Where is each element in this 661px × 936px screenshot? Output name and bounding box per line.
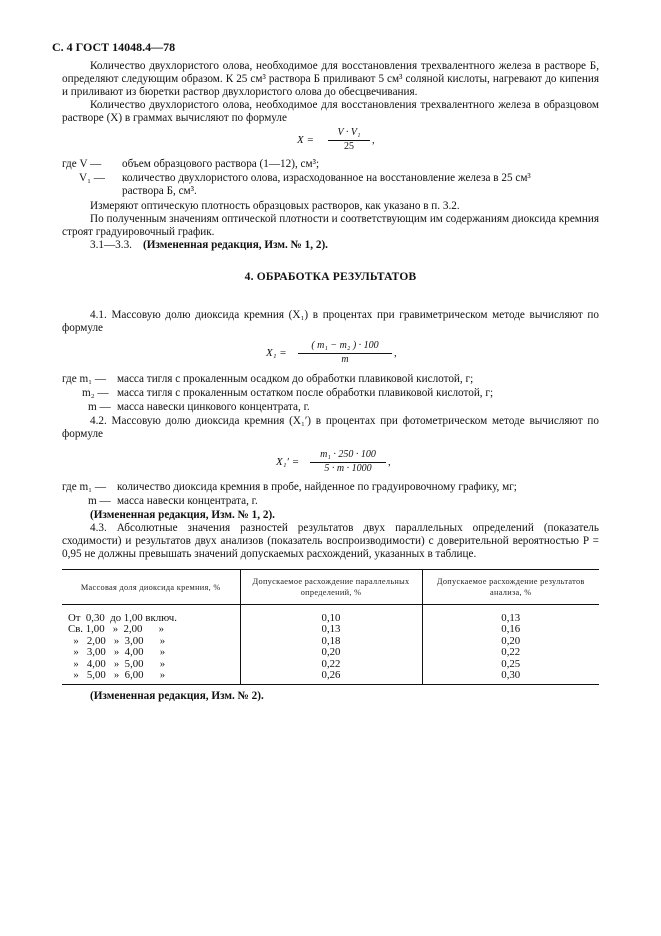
amendment-2-text: (Измененная редакция, Изм. № 1, 2). <box>90 509 275 521</box>
where-3-text-1: масса навески концентрата, г. <box>117 495 258 507</box>
formula-3-numerator: m₁ · 250 · 100 <box>320 449 376 460</box>
paragraph-4-2: 4.2. Массовую долю диоксида кремния (X₁′) в процентах при фотометрическом методе вычисляют по формуле <box>62 415 599 440</box>
formula-2-comma: , <box>394 347 397 359</box>
where-3-sym-1: m — <box>88 495 111 507</box>
table-cell-analysis: 0,25 <box>422 659 599 671</box>
formula-1-numerator: V · V₁ <box>337 127 361 138</box>
paragraph-formula-intro: Количество двухлористого олова, необходимое для восстановления трехвалентного железа в образцовом растворе (X) в граммах вычисляют по формуле <box>62 99 599 124</box>
where-1-sym-1: V₁ — <box>79 172 105 184</box>
formula-1-comma: , <box>372 134 375 146</box>
amendment-1-number: 3.1—3.3. <box>90 239 132 251</box>
where-3-sym-0: где m₁ — <box>62 481 107 493</box>
table-cell-range: От 0,30 до 1,00 включ. <box>68 611 177 624</box>
where-2-text-1: масса тигля с прокаленным остатком после обработки плавиковой кислотой, г; <box>117 387 494 399</box>
table-header-parallel-tolerance: Допускаемое расхождение параллельных определений, % <box>240 570 422 605</box>
where-1-text-1: количество двухлористого олова, израсходованное на восстановление железа в 25 см³ <box>122 172 531 184</box>
table-cell-parallel: 0,22 <box>240 659 422 671</box>
table-cell-analysis: 0,16 <box>422 624 599 636</box>
table-cell-range: » 2,00 » 3,00 » <box>68 634 166 647</box>
where-2-sym-0: где m₁ — <box>62 373 107 385</box>
table-cell-range: » 3,00 » 4,00 » <box>68 646 166 658</box>
formula-3-lhs: X₁′ = <box>276 456 300 468</box>
paragraph-tin-chloride-amount: Количество двухлористого олова, необходимое для восстановления трехвалентного железа в растворе Б, определяют следующим образом. К 25 см³ раствора Б приливают 5 см³ соляной кислоты, нагревают до кипения и приливают из бюретки раствор двухлористого олова до обесцвечивания. <box>62 60 599 98</box>
amendment-1-text: (Измененная редакция, Изм. № 1, 2). <box>143 239 328 251</box>
table-cell-analysis: 0,13 <box>422 613 599 625</box>
table-header-analysis-tolerance: Допускаемое расхождение результатов анализа, % <box>422 570 599 605</box>
formula-2-numerator: ( m₁ − m₂ ) · 100 <box>311 340 379 351</box>
formula-2-lhs: X₁ = <box>266 347 287 359</box>
table-cell-parallel: 0,26 <box>240 670 422 684</box>
table-cell-range: Св. 1,00 » 2,00 » <box>68 623 164 635</box>
where-1-text-2: раствора Б, см³. <box>122 185 197 197</box>
where-3-text-0: количество диоксида кремния в пробе, найденное по градуировочному графику, мг; <box>117 481 517 493</box>
paragraph-4-1: 4.1. Массовую долю диоксида кремния (X₁) в процентах при гравиметрическом методе вычисляют по формуле <box>62 309 599 334</box>
where-2-text-2: масса навески цинкового концентрата, г. <box>117 401 310 413</box>
amendment-3-text: (Измененная редакция, Изм. № 2). <box>90 690 264 702</box>
formula-1-lhs: X = <box>297 134 314 146</box>
table-cell-analysis: 0,22 <box>422 647 599 659</box>
table-cell-range: » 5,00 » 6,00 » <box>62 670 240 684</box>
section-title: 4. ОБРАБОТКА РЕЗУЛЬТАТОВ <box>244 271 417 283</box>
table-row <box>62 670 599 684</box>
formula-2-denominator: m <box>341 354 349 365</box>
tolerance-table <box>62 569 599 685</box>
where-2-sym-1: m₂ — <box>82 387 109 399</box>
table-cell-range: » 4,00 » 5,00 » <box>68 657 166 670</box>
table-cell-parallel: 0,18 <box>240 636 422 648</box>
table-cell-parallel: 0,13 <box>240 624 422 636</box>
table-cell-parallel: 0,10 <box>240 613 422 625</box>
paragraph-calibration-graph: По полученным значениям оптической плотности и соответствующим им содержаниям диоксида кремния строят градуировочный график. <box>62 213 599 238</box>
page-header: С. 4 ГОСТ 14048.4—78 <box>52 40 176 54</box>
paragraph-optical-density: Измеряют оптическую плотность образцовых растворов, как указано в п. 3.2. <box>90 200 460 212</box>
table-row <box>62 624 599 636</box>
where-2-text-0: масса тигля с прокаленным осадком до обработки плавиковой кислотой, г; <box>117 373 474 385</box>
table-row <box>62 647 599 659</box>
table-cell-analysis: 0,20 <box>422 636 599 648</box>
table-cell-analysis: 0,30 <box>422 670 599 684</box>
where-1-sym-0: где V — <box>62 158 102 170</box>
formula-3-denominator: 5 · m · 1000 <box>324 463 372 474</box>
table-header-silica-fraction: Массовая доля диоксида кремния, % <box>62 570 240 605</box>
table-cell-parallel: 0,20 <box>240 647 422 659</box>
formula-1-denominator: 25 <box>344 141 354 152</box>
formula-3-comma: , <box>388 456 391 468</box>
paragraph-4-3: 4.3. Абсолютные значения разностей результатов двух параллельных определений (показатель сходимости) и результатов двух анализов (показатель воспроизводимости) с доверительной вероятностью P = 0,95 не должны превышать значений допускаемых расхождений, указанных в таблице. <box>62 522 599 560</box>
where-1-text-0: объем образцового раствора (1—12), см³; <box>122 158 320 170</box>
where-2-sym-2: m — <box>88 401 111 413</box>
table-header-row <box>62 570 599 605</box>
